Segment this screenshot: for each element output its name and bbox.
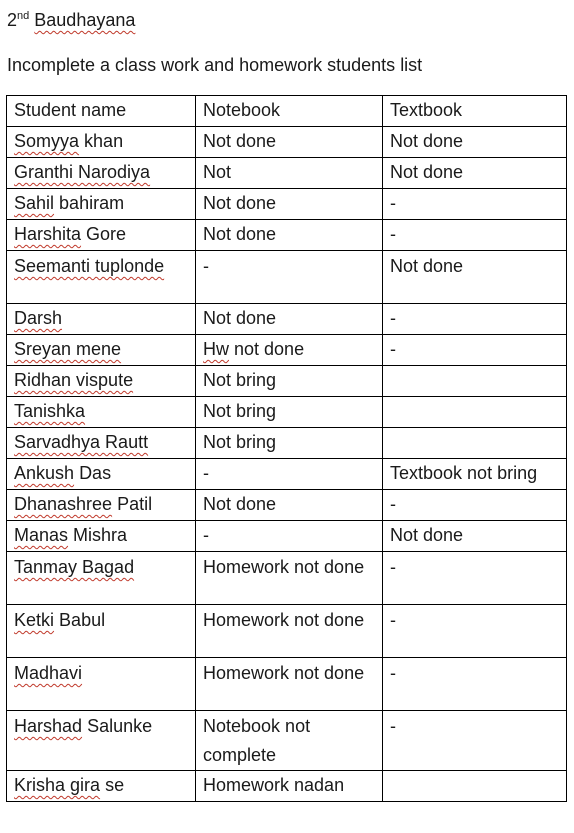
student-name-cell [7,397,196,428]
notebook-cell: Not bring [196,428,383,459]
student-name-first: Ankush [14,463,75,483]
student-name-rest: se [105,775,125,795]
textbook-cell: Textbook not bring [383,459,567,490]
textbook-cell: Not done [383,127,567,158]
student-name-cell [7,428,196,459]
student-name-first: Somyya [14,131,80,151]
textbook-cell: - [383,304,567,335]
student-name-cell [7,605,196,658]
students-table [6,95,567,802]
textbook-cell: - [383,605,567,658]
table-row [7,605,567,658]
header-textbook: Textbook [383,96,567,127]
notebook-cell: Not done [196,189,383,220]
class-number: 2 [7,10,18,30]
student-name-rest: Das [79,463,112,483]
student-name: Darsh [14,308,63,328]
student-name-cell [7,459,196,490]
notebook-cell: Not done [196,127,383,158]
student-name-cell [7,189,196,220]
class-name: Baudhayana [34,10,136,30]
student-name-first: Dhanashree [14,494,113,514]
notebook-cell [196,335,383,366]
student-name: Tanmay Bagad [14,557,135,577]
table-row [7,552,567,605]
student-name-rest: Patil [117,494,153,514]
student-name-cell [7,521,196,552]
notebook-cell: Not bring [196,366,383,397]
student-name-rest: Babul [59,610,106,630]
table-row [7,711,567,771]
student-name: Sreyan mene [14,339,122,359]
student-name-cell [7,251,196,304]
notebook-note-rest: not done [234,339,305,359]
student-name: Seemanti tuplonde [14,256,165,276]
student-name-rest: Gore [86,224,127,244]
student-name: Ridhan vispute [14,370,134,390]
table-row [7,658,567,711]
student-name: Madhavi [14,663,83,683]
student-name-cell [7,552,196,605]
student-name-cell [7,335,196,366]
table-row [7,127,567,158]
table-header-row [7,96,567,127]
notebook-cell: Not [196,158,383,189]
student-name: Sarvadhya Rautt [14,432,149,452]
document-subtitle: Incomplete a class work and homework students list [7,55,423,75]
table-row [7,304,567,335]
ordinal-suffix: nd [17,10,30,22]
table-row [7,521,567,552]
textbook-cell: Not done [383,521,567,552]
textbook-cell: - [383,490,567,521]
document-heading [7,8,135,32]
student-name-cell [7,127,196,158]
notebook-cell: Notebook not complete [196,711,383,771]
notebook-cell: Homework not done [196,658,383,711]
textbook-cell: - [383,189,567,220]
student-name-first: Harshita [14,224,82,244]
table-row [7,459,567,490]
textbook-cell: Not done [383,158,567,189]
table-row [7,366,567,397]
table-row [7,771,567,802]
textbook-cell: - [383,552,567,605]
notebook-cell: Not bring [196,397,383,428]
student-name-cell [7,711,196,771]
student-name-first: Sahil [14,193,55,213]
header-notebook: Notebook [196,96,383,127]
notebook-cell: Not done [196,304,383,335]
table-row [7,189,567,220]
notebook-cell: Homework not done [196,552,383,605]
student-name-rest: Mishra [73,525,128,545]
textbook-cell: Not done [383,251,567,304]
textbook-cell [383,366,567,397]
textbook-cell: - [383,711,567,771]
student-name-first: Harshad [14,716,83,736]
student-name-cell [7,304,196,335]
table-row [7,397,567,428]
student-name: Tanishka [14,401,86,421]
student-name-cell [7,220,196,251]
student-name: Granthi Narodiya [14,162,151,182]
student-name-first: Manas [14,525,69,545]
textbook-cell [383,428,567,459]
notebook-cell: - [196,459,383,490]
header-student-name: Student name [7,96,196,127]
notebook-cell: Not done [196,490,383,521]
table-row [7,428,567,459]
table-row [7,490,567,521]
student-name-first: Ketki [14,610,55,630]
student-name-cell [7,366,196,397]
student-name-cell [7,490,196,521]
textbook-cell: - [383,335,567,366]
student-name-rest: bahiram [59,193,125,213]
textbook-cell: - [383,220,567,251]
notebook-cell: - [196,251,383,304]
table-row [7,251,567,304]
notebook-cell: Not done [196,220,383,251]
textbook-cell: - [383,658,567,711]
notebook-cell: Homework not done [196,605,383,658]
student-name-cell [7,771,196,802]
student-name-cell [7,658,196,711]
textbook-cell [383,771,567,802]
notebook-note-first: Hw [203,339,229,359]
student-name-rest: Salunke [87,716,153,736]
table-row [7,158,567,189]
student-name-first: Krisha gira [14,775,101,795]
student-name-cell [7,158,196,189]
table-row [7,335,567,366]
notebook-cell: Homework nadan [196,771,383,802]
notebook-cell: - [196,521,383,552]
student-name-rest: khan [84,131,124,151]
textbook-cell [383,397,567,428]
table-row [7,220,567,251]
